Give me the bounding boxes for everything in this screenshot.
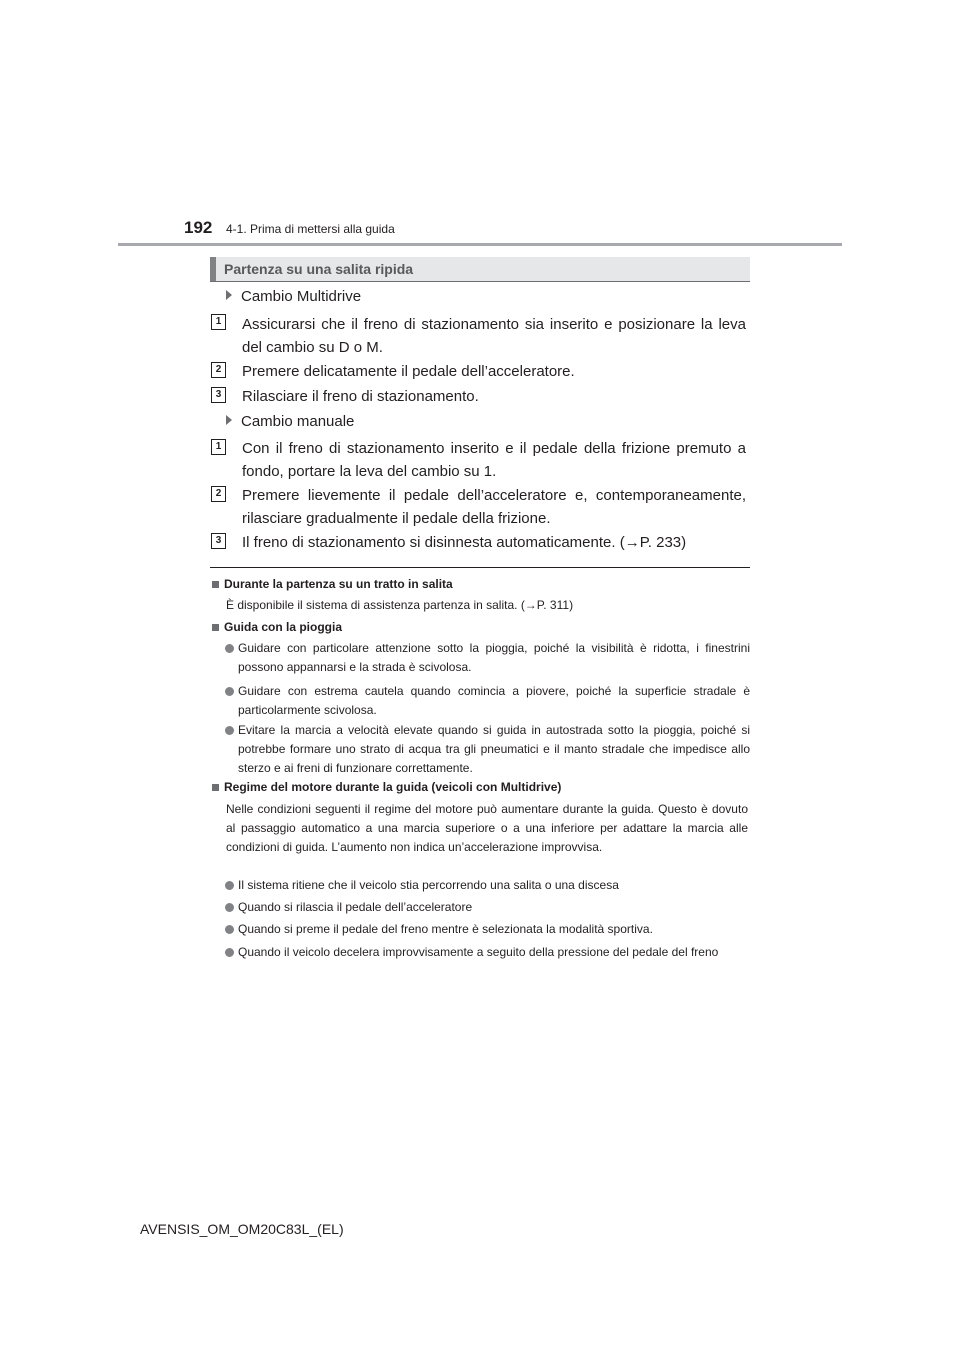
round-bullet-icon bbox=[225, 881, 234, 890]
manual-heading bbox=[226, 413, 354, 430]
note-heading bbox=[212, 577, 453, 591]
list-item bbox=[225, 898, 750, 917]
list-item-text: Guidare con particolare attenzione sotto la pioggia, poiché la visibilità è ridotta, i finestrini possono appannarsi e la strada è scivolosa. bbox=[238, 641, 750, 674]
step-number-badge: 2 bbox=[211, 486, 226, 502]
section-title-bar bbox=[210, 257, 750, 282]
step-text: Il freno di stazionamento si disinnesta automaticamente. (→P. 233) bbox=[242, 534, 687, 551]
step-number-badge: 1 bbox=[211, 439, 226, 455]
multidrive-label: Cambio Multidrive bbox=[241, 288, 362, 305]
round-bullet-icon bbox=[225, 726, 234, 735]
list-item bbox=[225, 682, 750, 720]
list-item-text: Guidare con estrema cautela quando comincia a piovere, poiché la superficie stradale è particolarmente scivolosa. bbox=[238, 684, 750, 717]
note-heading bbox=[212, 620, 342, 634]
arrow-right-icon bbox=[226, 290, 232, 300]
square-bullet-icon bbox=[212, 624, 219, 631]
list-item-text: Evitare la marcia a velocità elevate quando si guida in autostrada sotto la pioggia, poiché si potrebbe formare uno strato di acqua tra gli pneumatici e il manto stradale che impedisce allo sterzo e ai freni di funzionare correttamente. bbox=[238, 723, 750, 775]
note-title: Guida con la pioggia bbox=[224, 620, 343, 634]
round-bullet-icon bbox=[225, 925, 234, 934]
step-text: Premere lievemente il pedale dell’acceleratore e, contemporaneamente, rilasciare gradualmente il pedale della frizione. bbox=[242, 487, 746, 527]
page-number: 192 bbox=[184, 218, 213, 237]
list-item bbox=[225, 876, 750, 895]
step-number-badge: 3 bbox=[211, 533, 226, 549]
list-item bbox=[225, 943, 750, 962]
step-text: Assicurarsi che il freno di stazionamento sia inserito e posizionare la leva del cambio su D o M. bbox=[242, 316, 746, 356]
step-text: Con il freno di stazionamento inserito e il pedale della frizione premuto a fondo, portare la leva del cambio su 1. bbox=[242, 440, 746, 480]
list-item-text: Quando si preme il pedale del freno mentre è selezionata la modalità sportiva. bbox=[238, 922, 653, 936]
round-bullet-icon bbox=[225, 903, 234, 912]
chapter-title: 4-1. Prima di mettersi alla guida bbox=[226, 222, 395, 236]
note-text: È disponibile il sistema di assistenza partenza in salita. (→P. 311) bbox=[226, 598, 574, 612]
list-item bbox=[225, 721, 750, 778]
round-bullet-icon bbox=[225, 948, 234, 957]
header-rule bbox=[118, 243, 842, 246]
square-bullet-icon bbox=[212, 581, 219, 588]
document-code-footer: AVENSIS_OM_OM20C83L_(EL) bbox=[140, 1221, 344, 1237]
list-item bbox=[225, 920, 750, 939]
section-title: Partenza su una salita ripida bbox=[224, 261, 414, 277]
note-heading bbox=[212, 780, 561, 794]
square-bullet-icon bbox=[212, 784, 219, 791]
list-item-text: Quando il veicolo decelera improvvisamente a seguito della pressione del pedale del freno bbox=[238, 945, 719, 959]
step-number-badge: 2 bbox=[211, 362, 226, 378]
round-bullet-icon bbox=[225, 644, 234, 653]
list-item bbox=[225, 639, 750, 677]
multidrive-heading bbox=[226, 288, 361, 305]
list-item-text: Il sistema ritiene che il veicolo stia percorrendo una salita o una discesa bbox=[238, 878, 619, 892]
step-text: Rilasciare il freno di stazionamento. bbox=[242, 388, 479, 405]
section-bar-accent bbox=[210, 257, 216, 281]
round-bullet-icon bbox=[225, 687, 234, 696]
note-text: Nelle condizioni seguenti il regime del motore può aumentare durante la guida. Questo è dovuto al passaggio automatico a una marcia superiore o a una inferiore per adattare la marcia alle condizioni di guida. L’aumento non indica un’accelerazione improvvisa. bbox=[226, 802, 748, 854]
arrow-right-icon bbox=[226, 415, 232, 425]
step-number-badge: 3 bbox=[211, 387, 226, 403]
note-title: Durante la partenza su un tratto in salita bbox=[224, 577, 453, 591]
step-text: Premere delicatamente il pedale dell’acceleratore. bbox=[242, 363, 575, 380]
section-divider bbox=[210, 567, 750, 568]
list-item-text: Quando si rilascia il pedale dell’acceleratore bbox=[238, 900, 473, 914]
step-number-badge: 1 bbox=[211, 314, 226, 330]
manual-label: Cambio manuale bbox=[241, 413, 355, 430]
note-title: Regime del motore durante la guida (veicoli con Multidrive) bbox=[224, 780, 562, 794]
